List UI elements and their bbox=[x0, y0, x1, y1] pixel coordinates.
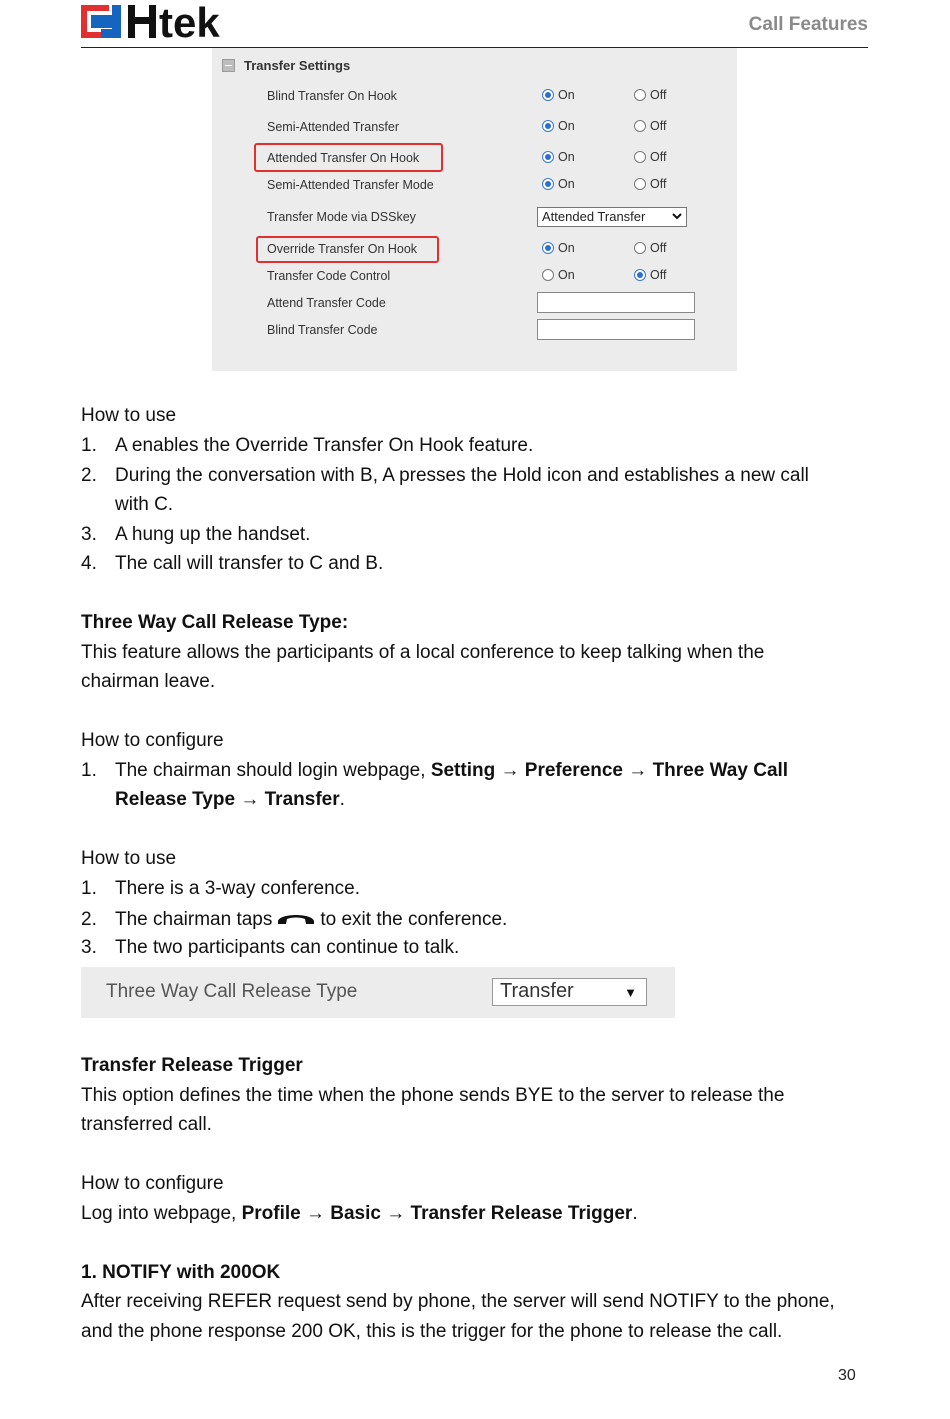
transfer-mode-select[interactable] bbox=[537, 207, 687, 227]
arrow-icon: → bbox=[305, 1203, 325, 1224]
radio-label: Off bbox=[650, 177, 667, 191]
three-way-release-label: Three Way Call Release Type bbox=[106, 981, 358, 1002]
svg-text:tek: tek bbox=[159, 2, 220, 40]
radio-on-attended-transfer[interactable] bbox=[542, 150, 575, 164]
radio-on-semi-attended[interactable] bbox=[542, 119, 575, 133]
step-number: 3. bbox=[81, 937, 97, 958]
step-text: A hung up the handset. bbox=[115, 524, 311, 545]
collapse-icon[interactable] bbox=[222, 59, 235, 72]
section-title: Call Features bbox=[748, 14, 868, 35]
step-number: 3. bbox=[81, 524, 97, 545]
hang-up-phone-icon bbox=[276, 909, 316, 927]
step-text: The call will transfer to C and B. bbox=[115, 553, 384, 574]
radio-on-blind-transfer[interactable] bbox=[542, 88, 575, 102]
label-blind-transfer-on-hook: Blind Transfer On Hook bbox=[267, 89, 397, 103]
heading-text: Three Way Call Release Type: bbox=[81, 612, 349, 633]
radio-off-attended-transfer[interactable] bbox=[634, 150, 666, 164]
label-blind-transfer-code: Blind Transfer Code bbox=[267, 323, 378, 337]
attend-transfer-code-input[interactable] bbox=[537, 292, 695, 313]
nav-basic: Basic bbox=[330, 1203, 381, 1224]
radio-unchecked-icon bbox=[634, 242, 646, 254]
radio-label: Off bbox=[650, 88, 667, 102]
radio-label: On bbox=[558, 177, 575, 191]
config-text: Log into webpage, Profile → Basic → Transfer Release Trigger. bbox=[81, 1203, 638, 1224]
radio-checked-icon bbox=[542, 178, 554, 190]
radio-off-semi-attended[interactable] bbox=[634, 119, 666, 133]
chevron-down-icon bbox=[672, 209, 682, 227]
arrow-icon: → bbox=[240, 789, 260, 810]
radio-off-override-transfer[interactable] bbox=[634, 241, 666, 255]
heading-text: Transfer Release Trigger bbox=[81, 1055, 303, 1076]
radio-off-blind-transfer[interactable] bbox=[634, 88, 666, 102]
radio-label: On bbox=[558, 268, 575, 282]
radio-on-transfer-code[interactable] bbox=[542, 268, 575, 282]
blind-transfer-code-input[interactable] bbox=[537, 319, 695, 340]
text: The chairman should login webpage, bbox=[115, 760, 431, 781]
config-step-text-continued: Release Type → Transfer. bbox=[115, 789, 345, 810]
notify-desc: and the phone response 200 OK, this is the trigger for the phone to release the call. bbox=[81, 1321, 783, 1342]
radio-unchecked-icon bbox=[634, 120, 646, 132]
radio-unchecked-icon bbox=[634, 178, 646, 190]
radio-label: Off bbox=[650, 150, 667, 164]
radio-unchecked-icon bbox=[634, 89, 646, 101]
radio-checked-icon bbox=[634, 269, 646, 281]
step-text: There is a 3-way conference. bbox=[115, 878, 361, 899]
three-way-desc: This feature allows the participants of a local conference to keep talking when the bbox=[81, 642, 765, 663]
step-text bbox=[115, 908, 507, 932]
step-text-continued: with C. bbox=[115, 494, 174, 515]
label-semi-attended-transfer-mode: Semi-Attended Transfer Mode bbox=[267, 178, 434, 192]
radio-unchecked-icon bbox=[542, 269, 554, 281]
nav-release-type: Release Type bbox=[115, 789, 236, 810]
radio-label: On bbox=[558, 88, 575, 102]
step-number: 2. bbox=[81, 465, 97, 486]
radio-label: On bbox=[558, 119, 575, 133]
radio-unchecked-icon bbox=[634, 151, 646, 163]
radio-on-override-transfer[interactable] bbox=[542, 241, 575, 255]
nav-preference: Preference bbox=[524, 760, 623, 781]
config-step-text bbox=[115, 759, 788, 783]
page-header bbox=[81, 0, 868, 48]
transfer-release-desc: transferred call. bbox=[81, 1114, 212, 1135]
step-number: 2. bbox=[81, 909, 97, 930]
how-to-configure-heading: How to configure bbox=[81, 730, 224, 751]
nav-transfer: Transfer bbox=[264, 789, 340, 810]
nav-transfer-release-trigger: Transfer Release Trigger bbox=[410, 1203, 633, 1224]
step-text: A enables the Override Transfer On Hook feature. bbox=[115, 435, 534, 456]
step-text: The two participants can continue to talk. bbox=[115, 937, 460, 958]
nav-three-way-call: Three Way Call bbox=[652, 760, 789, 781]
label-semi-attended-transfer: Semi-Attended Transfer bbox=[267, 120, 400, 134]
arrow-icon: → bbox=[386, 1203, 406, 1224]
label-attended-transfer-on-hook: Attended Transfer On Hook bbox=[267, 151, 420, 165]
radio-off-semi-attended-mode[interactable] bbox=[634, 177, 666, 191]
nav-profile: Profile bbox=[241, 1203, 301, 1224]
how-to-use-heading: How to use bbox=[81, 848, 177, 869]
radio-label: Off bbox=[650, 119, 667, 133]
three-way-release-panel bbox=[81, 967, 675, 1018]
step-number: 1. bbox=[81, 878, 97, 899]
transfer-settings-panel bbox=[212, 48, 737, 371]
how-to-configure-heading: How to configure bbox=[81, 1173, 224, 1194]
notify-desc: After receiving REFER request send by phone, the server will send NOTIFY to the phone, bbox=[81, 1291, 835, 1312]
step-text: During the conversation with B, A presses the Hold icon and establishes a new call bbox=[115, 465, 809, 486]
three-way-heading bbox=[81, 611, 348, 635]
htek-logo bbox=[81, 2, 253, 40]
step-number: 4. bbox=[81, 553, 97, 574]
notify-heading bbox=[81, 1261, 280, 1285]
three-way-desc: chairman leave. bbox=[81, 671, 216, 692]
panel-title: Transfer Settings bbox=[244, 57, 351, 73]
arrow-icon: → bbox=[500, 760, 520, 781]
select-value: Transfer bbox=[500, 980, 574, 1002]
radio-label: Off bbox=[650, 241, 667, 255]
panel-title-row bbox=[222, 56, 350, 74]
radio-on-semi-attended-mode[interactable] bbox=[542, 177, 575, 191]
label-attend-transfer-code: Attend Transfer Code bbox=[267, 296, 386, 310]
page-number: 30 bbox=[838, 1367, 856, 1384]
label-transfer-mode-via-dsskey: Transfer Mode via DSSkey bbox=[267, 210, 416, 224]
radio-checked-icon bbox=[542, 120, 554, 132]
radio-checked-icon bbox=[542, 89, 554, 101]
three-way-release-select[interactable] bbox=[492, 978, 647, 1006]
radio-label: On bbox=[558, 241, 575, 255]
transfer-release-heading bbox=[81, 1054, 303, 1078]
arrow-icon: → bbox=[628, 760, 648, 781]
radio-checked-icon bbox=[542, 242, 554, 254]
label-override-transfer-on-hook: Override Transfer On Hook bbox=[267, 242, 418, 256]
select-value: Attended Transfer bbox=[542, 209, 646, 224]
text: to exit the conference. bbox=[320, 909, 508, 930]
radio-checked-icon bbox=[542, 151, 554, 163]
step-number: 1. bbox=[81, 435, 97, 456]
radio-off-transfer-code[interactable] bbox=[634, 268, 666, 282]
radio-label: Off bbox=[650, 268, 667, 282]
how-to-use-heading: How to use bbox=[81, 405, 177, 426]
heading-text: 1. NOTIFY with 200OK bbox=[81, 1262, 281, 1283]
label-transfer-code-control: Transfer Code Control bbox=[267, 269, 391, 283]
radio-label: On bbox=[558, 150, 575, 164]
step-number: 1. bbox=[81, 760, 97, 781]
text: Log into webpage, bbox=[81, 1203, 242, 1224]
dropdown-arrow-icon: ▼ bbox=[624, 985, 637, 1000]
transfer-release-desc: This option defines the time when the phone sends BYE to the server to release the bbox=[81, 1085, 785, 1106]
nav-setting: Setting bbox=[430, 760, 496, 781]
text: The chairman taps bbox=[115, 909, 273, 930]
